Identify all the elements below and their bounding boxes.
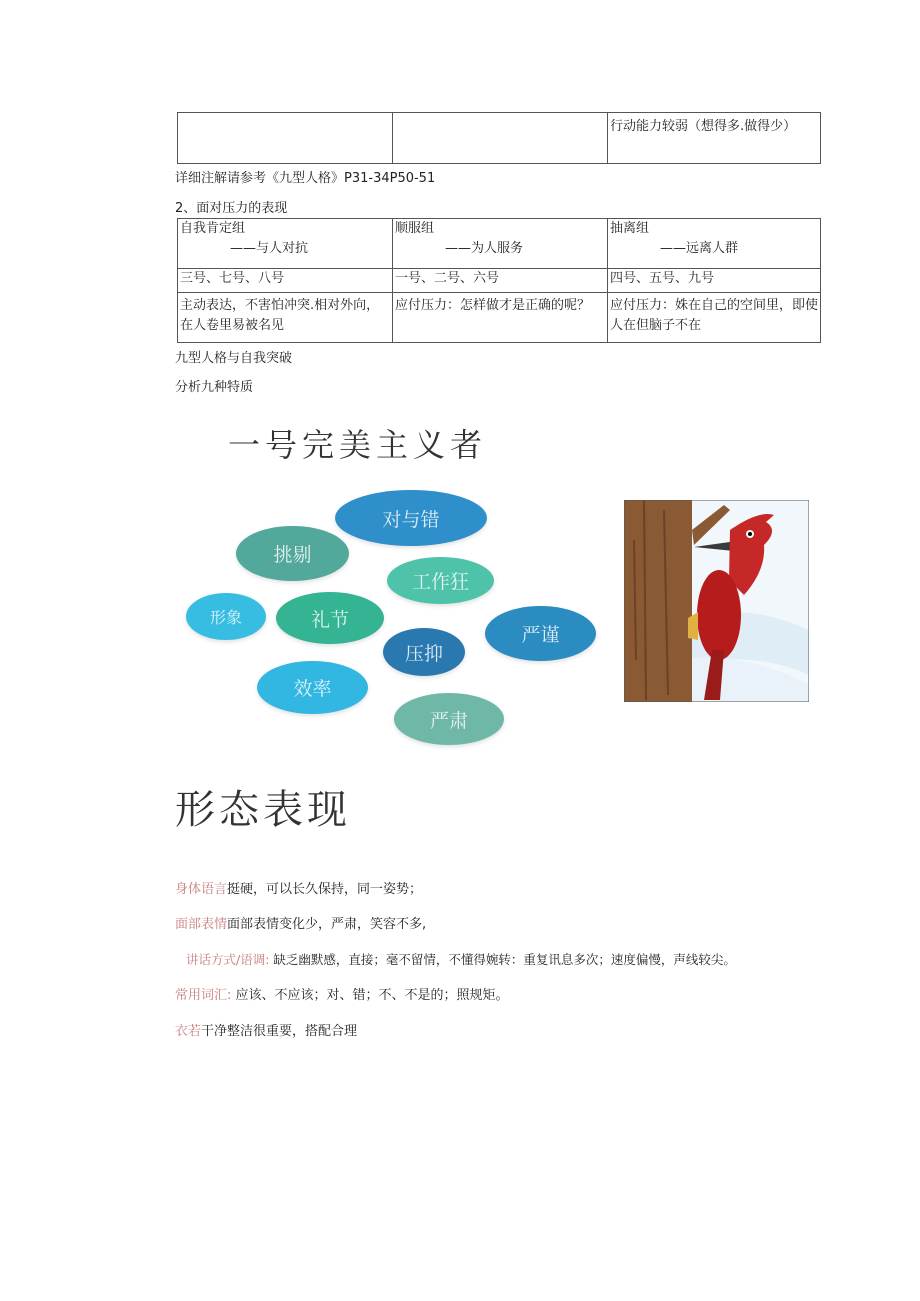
keyword-bubble: 严肃 xyxy=(394,693,504,745)
group-header xyxy=(608,219,821,269)
group-sub: ——远离人群 xyxy=(660,241,739,256)
group-sub: ——与人对抗 xyxy=(230,241,309,256)
table-fragment xyxy=(177,112,821,164)
table-cell xyxy=(178,113,393,164)
keyword-bubble: 礼节 xyxy=(276,592,384,644)
group-members: 一号、二号、六号 xyxy=(393,269,608,293)
trait-label: 常用词汇: xyxy=(175,988,232,1003)
subheading: 九型人格与自我突破 xyxy=(175,351,293,366)
table-cell: 行动能力较弱（想得多.做得少） xyxy=(608,113,821,164)
keyword-bubble: 严谨 xyxy=(485,606,596,661)
keyword-bubble: 压抑 xyxy=(383,628,465,676)
group-header xyxy=(178,219,393,269)
keyword-bubble: 效率 xyxy=(257,661,368,714)
form-title: 形态表现 xyxy=(175,787,351,833)
table-row xyxy=(178,219,821,269)
group-members: 四号、五号、九号 xyxy=(608,269,821,293)
table-row xyxy=(178,113,821,164)
trait-line xyxy=(175,1023,357,1041)
keyword-bubble: 工作狂 xyxy=(387,557,494,604)
trait-label: 身体语言 xyxy=(175,882,228,897)
group-name: 自我肯定组 xyxy=(180,221,246,236)
group-desc: 主动表达，不害怕冲突.相对外向，在人卷里易被名见 xyxy=(178,293,393,343)
group-name: 抽离组 xyxy=(610,221,650,236)
table-row xyxy=(178,269,821,293)
keyword-bubble: 形象 xyxy=(186,593,266,640)
trait-line xyxy=(175,916,426,934)
table-row xyxy=(178,293,821,343)
group-desc: 应付压力：怎样做才是正确的呢？ xyxy=(393,293,608,343)
group-header xyxy=(393,219,608,269)
woodpecker-illustration xyxy=(624,500,809,702)
keyword-bubble: 对与错 xyxy=(335,490,487,546)
group-name: 顺服组 xyxy=(395,221,435,236)
stress-table xyxy=(177,218,821,343)
type1-title: 一号完美主义者 xyxy=(228,426,488,464)
table-cell xyxy=(393,113,608,164)
trait-line xyxy=(186,951,736,969)
trait-text: 缺乏幽默感，直接；毫不留情，不懂得婉转：重复讯息多次；速度偏慢，声线较尖。 xyxy=(269,952,736,967)
trait-label: 衣若 xyxy=(175,1024,202,1039)
trait-text: 面部表情变化少，严肃，笑容不多, xyxy=(227,917,427,932)
group-sub: ——为人服务 xyxy=(445,241,524,256)
subheading: 分析九种特质 xyxy=(175,380,254,395)
trait-text: 干净整洁很重要，搭配合理 xyxy=(201,1024,358,1039)
reference-note: 详细注解请参考《九型人格》P31-34P50-51 xyxy=(175,171,436,186)
keyword-bubble: 挑剔 xyxy=(236,526,349,581)
group-members: 三号、七号、八号 xyxy=(178,269,393,293)
trait-line xyxy=(175,881,422,899)
trait-text: 应该、不应该；对、错；不、不是的；照规矩。 xyxy=(231,988,509,1003)
group-desc: 应付压力：姝在自己的空间里，即使人在但脑子不在 xyxy=(608,293,821,343)
trait-label: 讲话方式/语调: xyxy=(186,952,270,967)
trait-label: 面部表情 xyxy=(175,917,228,932)
section-title: 2、面对压力的表现 xyxy=(175,201,288,216)
trait-text: 挺硬，可以长久保持，同一姿势； xyxy=(227,882,423,897)
trait-line xyxy=(175,987,509,1005)
